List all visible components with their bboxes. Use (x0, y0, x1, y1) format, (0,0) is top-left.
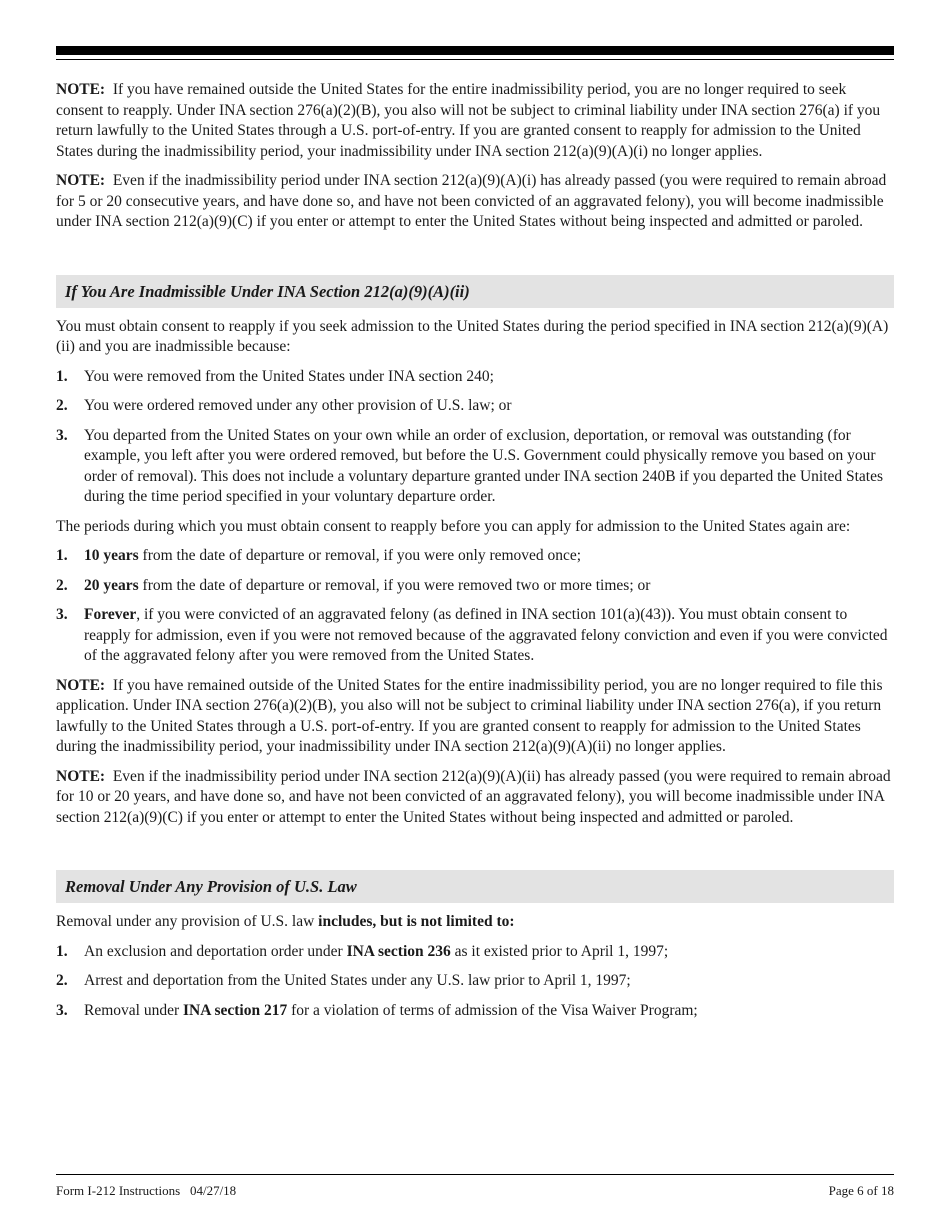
list-item (56, 396, 894, 417)
intro-text: Removal under any provision of U.S. law (56, 913, 319, 930)
header-thin-rule (56, 59, 894, 60)
item-number: 3. (56, 606, 68, 623)
item-bold-text: INA section 217 (183, 1001, 288, 1019)
list-item (56, 971, 894, 992)
item-text: Arrest and deportation from the United States under any U.S. law prior to April 1, 1997; (84, 972, 631, 989)
form-identifier: Form I-212 Instructions 04/27/18 (56, 1183, 237, 1198)
section-heading-removal: Removal Under Any Provision of U.S. Law (56, 870, 894, 903)
item-text: An exclusion and deportation order under (84, 942, 347, 960)
intro-bold-text: includes, but is not limited to: (318, 913, 515, 930)
list-item (56, 426, 894, 508)
header-thick-rule (56, 46, 894, 55)
item-bold-text: 10 years (84, 547, 139, 564)
item-text: for a violation of terms of admission of the Visa Waiver Program; (287, 1001, 698, 1019)
note-paragraph (56, 171, 894, 233)
item-text: Removal under (84, 1001, 184, 1019)
note-paragraph (56, 676, 894, 758)
item-number: 1. (56, 367, 68, 385)
list-item (56, 605, 894, 667)
item-text: as it existed prior to April 1, 1997; (450, 942, 669, 960)
page-content (56, 80, 894, 1030)
item-text: , if you were convicted of an aggravated felony (as defined in INA section 101(a)(43)). You must obtain consent to reapply for admission, even if you were not removed because of the aggravated felony conviction and even if you were convicted of the aggravated felony after you were removed from the United States. (84, 606, 888, 664)
note-text: If you have remained outside of the United States for the entire inadmissibility period, you are no longer required to file this application. Under INA section 276(a)(2)(B), you also will not be subject to criminal liability under INA section 276(a), if you return lawfully to the United States through a U.S. port-of-entry. If you are granted consent to reapply for admission to the United States during the inadmissibility period, your inadmissibility under INA section 212(a)(9)(A)(ii) no longer applies. (56, 676, 883, 755)
note-label: NOTE: (56, 172, 106, 189)
item-number: 1. (56, 942, 68, 960)
note-text: If you have remained outside the United States for the entire inadmissibility period, you are no longer required to seek consent to reapply. Under INA section 276(a)(2)(B), you also will not be subject to criminal liability under INA section 276(a) if you return lawfully to the United States through a U.S. port-of-entry. If you are granted consent to reapply for admission to the United States during the inadmissibility period, your inadmissibility under INA section 212(a)(9)(A)(i) no longer applies. (56, 81, 881, 160)
item-bold-text: Forever (84, 606, 137, 623)
note-label: NOTE: (56, 676, 106, 694)
periods-intro: The periods during which you must obtain consent to reapply before you can apply for admission to the United States again are: (56, 517, 851, 535)
section-intro: You must obtain consent to reapply if you seek admission to the United States during the period specified in INA section 212(a)(9)(A)(ii) and you are inadmissible because: (56, 317, 889, 355)
item-bold-text: INA section 236 (346, 942, 451, 960)
footer-rule (56, 1174, 894, 1175)
list-item (56, 1001, 894, 1022)
section-heading-212a9aii: If You Are Inadmissible Under INA Section 212(a)(9)(A)(ii) (56, 275, 894, 308)
item-number: 3. (56, 1001, 68, 1019)
item-text: You were removed from the United States under INA section 240; (84, 367, 494, 385)
page-number: Page 6 of 18 (828, 1183, 894, 1198)
list-item (56, 576, 894, 597)
item-number: 3. (56, 426, 68, 444)
item-bold-text: 20 years (84, 576, 139, 594)
note-text: Even if the inadmissibility period under INA section 212(a)(9)(A)(i) has already passed (you were required to remain abroad for 5 or 20 consecutive years, and have done so, and have not been convicted of an aggravated felony), you will become inadmissible under INA section 212(a)(9)(C) if you enter or attempt to enter the United States without being inspected and admitted or paroled. (56, 172, 887, 230)
list-item (56, 546, 894, 567)
note-label: NOTE: (56, 767, 106, 785)
item-number: 1. (56, 547, 68, 564)
note-paragraph (56, 767, 894, 829)
item-text: You were ordered removed under any other provision of U.S. law; or (84, 397, 512, 414)
note-label: NOTE: (56, 81, 106, 98)
list-item (56, 367, 894, 388)
section-intro (56, 912, 894, 933)
note-paragraph (56, 80, 894, 162)
item-number: 2. (56, 576, 68, 594)
item-text: You departed from the United States on your own while an order of exclusion, deportation, or removal was outstanding (for example, you left after you were ordered removed, but before the U.S. Government could physically remove you based on your order of removal). This does not include a voluntary departure granted under INA section 240B if you departed the United States during the time period specified in your voluntary departure order. (84, 426, 884, 505)
item-text: from the date of departure or removal, if you were removed two or more times; or (138, 576, 651, 594)
item-text: from the date of departure or removal, if you were only removed once; (138, 547, 582, 564)
item-number: 2. (56, 397, 68, 414)
list-item (56, 942, 894, 963)
note-text: Even if the inadmissibility period under INA section 212(a)(9)(A)(ii) has already passed (you were required to remain abroad for 10 or 20 years, and have done so, and have not been convicted of an aggravated felony), you will become inadmissible under INA section 212(a)(9)(C) if you enter or attempt to enter the United States without being inspected and admitted or paroled. (56, 767, 891, 826)
item-number: 2. (56, 972, 68, 989)
